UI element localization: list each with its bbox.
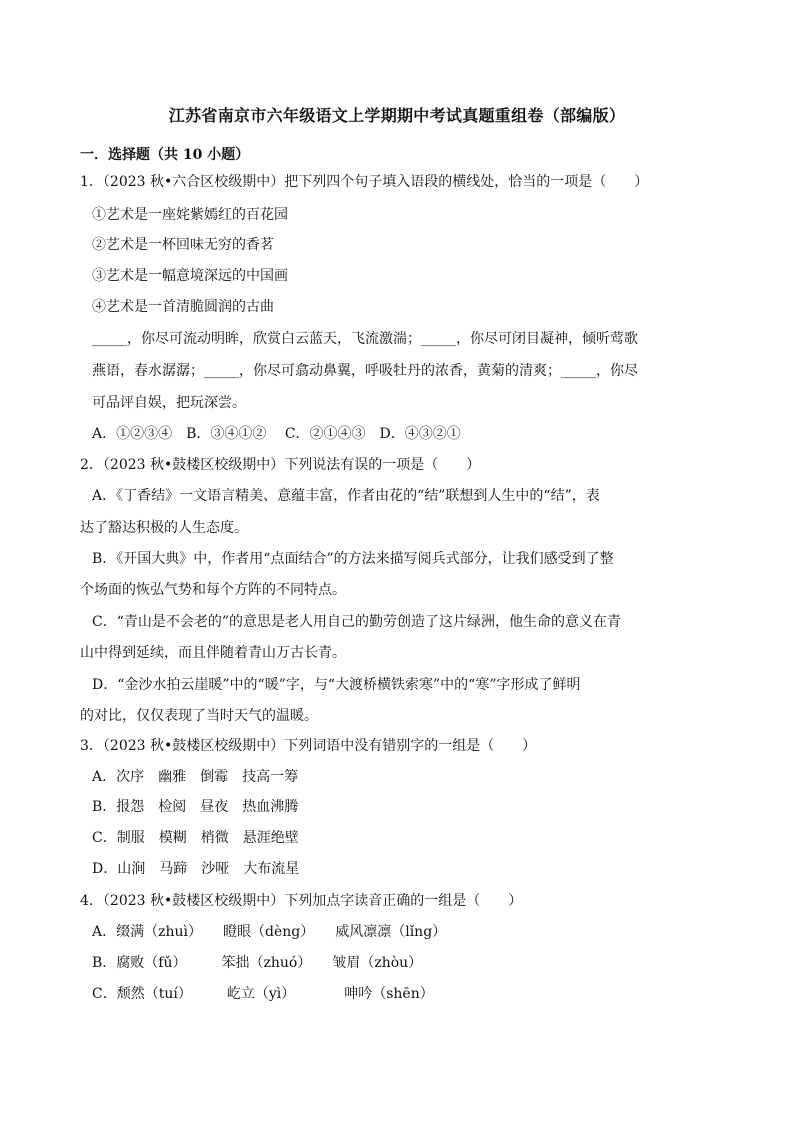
question-1-passage-line-2: 燕语，春水潺潺；_____，你尽可翕动鼻翼，呼吸牡丹的浓香，黄菊的清爽；_____，你尽 [92, 363, 638, 379]
question-4-option-a: A．缀满（zhuì） 瞪眼（dèng） 威风凛凛（lǐng） [92, 924, 447, 940]
question-1-passage-line-3: 可品评自娱，把玩深尝。 [92, 395, 246, 411]
question-2-option-b-line-1: B．《开国大典》中，作者用“点面结合”的方法来描写阅兵式部分，让我们感受到了整 [92, 551, 614, 567]
question-1-stem: 1．（2023 秋•六合区校级期中）把下列四个句子填入语段的横线处，恰当的一项是（ ） [80, 174, 649, 190]
question-4-stem: 4．（2023 秋•鼓楼区校级期中）下列加点字读音正确的一组是（ ） [80, 893, 523, 909]
question-1-passage-line-1: _____，你尽可流动明眸，欣赏白云蓝天，飞流激湍；_____，你尽可闭目凝神，倾听莺歌 [92, 331, 638, 347]
question-2-stem: 2．（2023 秋•鼓楼区校级期中）下列说法有误的一项是（ ） [80, 457, 481, 473]
question-3-stem: 3．（2023 秋•鼓楼区校级期中）下列词语中没有错别字的一组是（ ） [80, 738, 537, 754]
question-2-option-c-line-1: C．“青山是不会老的”的意思是老人用自己的勤劳创造了这片绿洲，他生命的意义在青 [92, 614, 622, 630]
question-4-option-b: B．腐败（fǔ） 笨拙（zhuó） 皱眉（zhòu） [92, 955, 423, 971]
question-2-option-c-line-2: 山中得到延续，而且伴随着青山万古长青。 [80, 645, 346, 661]
question-2-option-a-line-2: 达了豁达积极的人生态度。 [80, 520, 248, 536]
question-3-option-d: D．山涧 马蹄 沙哑 大布流星 [92, 861, 300, 877]
question-1-sentence-4: ④艺术是一首清脆圆润的古曲 [92, 299, 274, 315]
question-2-option-a-line-1: A．《丁香结》一文语言精美、意蕴丰富，作者由花的“结”联想到人生中的“结”，表 [92, 488, 600, 504]
question-2-option-d-line-1: D．“金沙水拍云崖暖”中的“暖”字，与“大渡桥横铁索寒”中的“寒”字形成了鲜明 [92, 677, 581, 693]
question-2-option-d-line-2: 的对比，仅仅表现了当时天气的温暖。 [80, 708, 318, 724]
question-2-option-b-line-2: 个场面的恢弘气势和每个方阵的不同特点。 [80, 582, 346, 598]
question-1-sentence-2: ②艺术是一杯回味无穷的香茗 [92, 237, 274, 253]
question-4-option-c: C．颓然（tuí） 屹立（yì） 呻吟（shēn） [92, 986, 434, 1002]
page-title: 江苏省南京市六年级语文上学期期中考试真题重组卷（部编版） [168, 106, 626, 125]
question-3-option-c: C．制服 模糊 梢微 悬涯绝壁 [92, 830, 299, 846]
question-1-sentence-1: ①艺术是一座姹紫嫣红的百花园 [92, 207, 288, 223]
question-1-sentence-3: ③艺术是一幅意境深远的中国画 [92, 268, 288, 284]
question-3-option-a: A．次序 幽雅 倒霉 技高一筹 [92, 769, 299, 785]
question-3-option-b: B．报怨 检阅 昼夜 热血沸腾 [92, 799, 299, 815]
section-heading: 一．选择题（共 10 小题） [80, 147, 250, 163]
question-1-options: A．①②③④ B．③④①② C．②①④③ D．④③②① [92, 426, 461, 442]
